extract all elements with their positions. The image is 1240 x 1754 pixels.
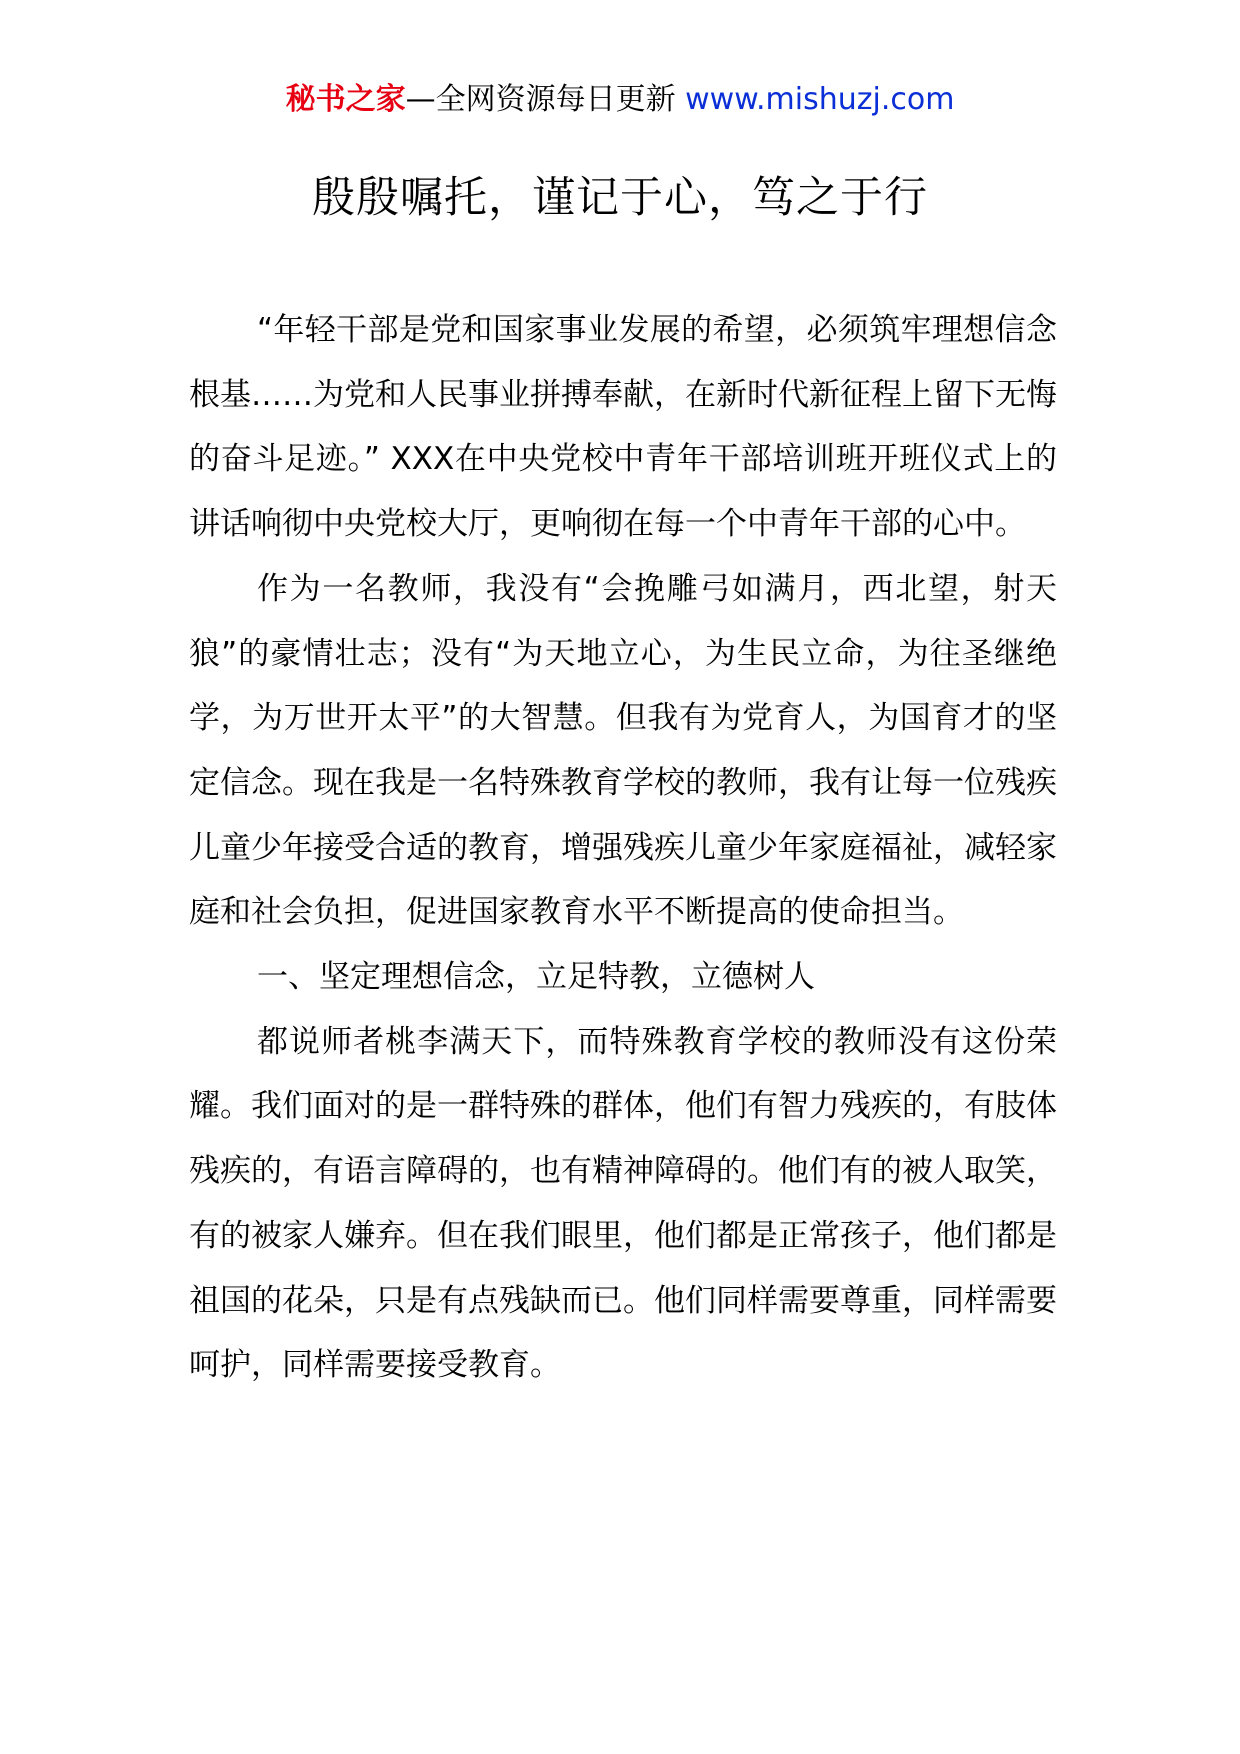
section-heading: 一、坚定理想信念，立足特教，立德树人	[257, 959, 815, 996]
paragraph-2: 作为一名教师，我没有“会挽雕弓如满月，西北望，射天狼”的豪情壮志；没有“为天地立心，为生民立命，为往圣继绝学，为万世开太平”的大智慧。但我有为党育人，为国育才的坚定信念。现在我是一名特殊教育学校的教师，我有让每一位残疾儿童少年接受合适的教育，增强残疾儿童少年家庭福祉，减轻家庭和社会负担，促进国家教育水平不断提高的使命担当。	[189, 570, 1057, 931]
paragraph-1: “年轻干部是党和国家事业发展的希望，必须筑牢理想信念根基……为党和人民事业拼搏奉献，在新时代新征程上留下无悔的奋斗足迹。” XXX在中央党校中青年干部培训班开班仪式上的讲话响彻中央党校大厅，更响彻在每一个中青年干部的心中。	[189, 312, 1057, 543]
site-brand: 秘书之家	[285, 82, 406, 117]
document-body	[189, 298, 1057, 1398]
site-url-link[interactable]: www.mishuzj.com	[685, 82, 955, 117]
paragraph-3: 都说师者桃李满天下，而特殊教育学校的教师没有这份荣耀。我们面对的是一群特殊的群体，他们有智力残疾的，有肢体残疾的，有语言障碍的，也有精神障碍的。他们有的被人取笑，有的被家人嫌弃。但在我们眼里，他们都是正常孩子，他们都是祖国的花朵，只是有点残缺而已。他们同样需要尊重，同样需要呵护，同样需要接受教育。	[189, 1023, 1057, 1384]
site-tagline: —全网资源每日更新	[405, 82, 676, 117]
document-title: 殷殷嘱托，谨记于心，笃之于行	[312, 173, 928, 223]
site-header	[0, 80, 1240, 120]
